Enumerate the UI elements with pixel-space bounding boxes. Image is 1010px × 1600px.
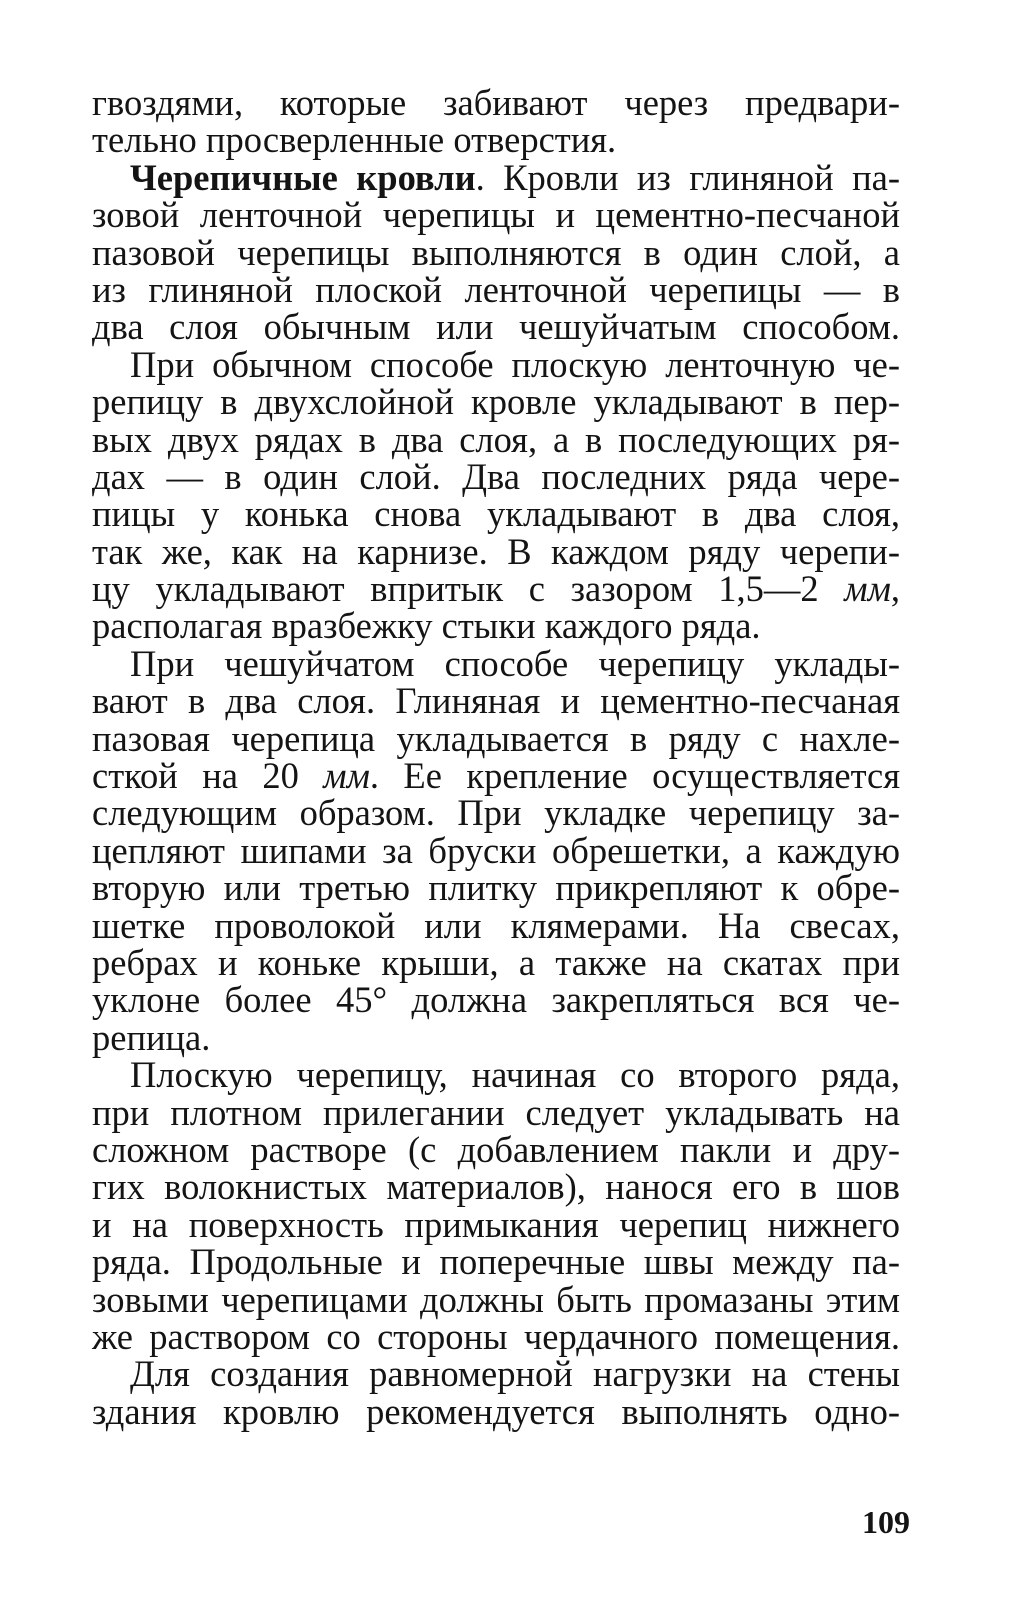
text-line [92,455,900,497]
unit-abbreviation: мм [323,755,370,797]
text-line [92,792,900,834]
text-run: и на поверхность примыкания черепиц нижнего [92,1203,900,1245]
text-run: Для создания равномерной нагрузки на стены [130,1353,900,1395]
text-line [92,1203,900,1245]
text-line [92,343,900,385]
text-line [92,418,900,460]
text-run: так же, как на карнизе. В каждом ряду черепи- [92,530,900,572]
text-line [92,605,900,647]
text-run: здания кровлю рекомендуется выполнять одно- [92,1390,900,1432]
text-line [92,642,900,684]
paragraph [92,156,900,348]
text-run: цу укладывают впритык с зазором 1,5—2 [92,568,845,610]
text-line [92,568,900,610]
text-line [92,1278,900,1320]
text-line [92,680,900,722]
text-run: вых двух рядах в два слоя, а в последующих ря- [92,418,900,460]
text-run: , [890,568,900,610]
text-line [92,530,900,572]
text-line [92,755,900,797]
text-run: следующим образом. При укладке черепицу за- [92,792,900,834]
text-line [92,268,900,310]
text-run: шетке проволокой или клямерами. На свесах, [92,904,900,946]
text-run: ребрах и коньке крыши, а также на скатах при [92,941,900,983]
text-run: дах — в один слой. Два последних ряда чере- [92,455,900,497]
text-line [92,1054,900,1096]
paragraph [92,1056,900,1355]
text-run: уклоне более 45° должна закрепляться вся че- [92,979,900,1021]
text-line [92,1091,900,1133]
page-number: 109 [862,1504,910,1540]
text-line [92,306,900,348]
text-run: гвоздями, которые забивают через предвари- [92,82,900,123]
text-run: вают в два слоя. Глиняная и цементно-песчаная [92,680,900,722]
text-line [92,1128,900,1170]
text-run: Плоскую черепицу, начиная со второго ряда, [130,1054,900,1096]
text-line [92,231,900,273]
text-run: . Кровли из глиняной па- [475,156,900,198]
text-run: . Ее крепление осуществляется [369,755,900,797]
text-line [92,717,900,759]
text-run: же раствором со стороны чердачного помещения. [92,1315,900,1357]
text-line [92,156,900,198]
text-line [92,1016,900,1058]
section-run-in-heading: Черепичные кровли [130,156,476,198]
text-run: сложном растворе (с добавлением пакли и дру- [92,1128,900,1170]
text-run: сткой на 20 [92,755,324,797]
paragraph [92,84,900,159]
text-run: репицу в двухслойной кровле укладывают в пер- [92,381,900,423]
text-line [92,941,900,983]
text-line [92,381,900,423]
text-run: При чешуйчатом способе черепицу уклады- [130,642,900,684]
unit-abbreviation: мм [844,568,891,610]
text-run: тельно просверленные отверстия. [92,119,617,161]
text-line [92,1390,900,1432]
text-line [92,493,900,535]
text-line [92,84,900,121]
text-line [92,1241,900,1283]
text-run: два слоя обычным или чешуйчатым способом. [92,306,900,348]
text-run: цепляют шипами за бруски обрешетки, а каждую [92,829,900,871]
text-run: вторую или третью плитку прикрепляют к обре- [92,867,900,909]
text-line [92,829,900,871]
text-run: пазовая черепица укладывается в ряду с нахле- [92,717,900,759]
text-run: пазовой черепицы выполняются в один слой, а [92,231,900,273]
text-run: При обычном способе плоскую ленточную че- [130,343,900,385]
book-page-text [92,84,900,1430]
text-line [92,119,900,161]
text-line [92,1353,900,1395]
text-line [92,1166,900,1208]
text-run: гих волокнистых материалов), нанося его в шов [92,1166,900,1208]
text-run: из глиняной плоской ленточной черепицы — в [92,268,900,310]
text-run: ряда. Продольные и поперечные швы между па- [92,1241,900,1283]
paragraph [92,642,900,1058]
text-line [92,979,900,1021]
text-line [92,904,900,946]
text-run: пицы у конька снова укладывают в два слоя, [92,493,900,535]
text-run: репица. [92,1016,211,1058]
text-run: располагая вразбежку стыки каждого ряда. [92,605,761,647]
text-run: при плотном прилегании следует укладывать на [92,1091,900,1133]
text-run: зовой ленточной черепицы и цементно-песчаной [92,194,900,236]
paragraph [92,1355,900,1430]
paragraph [92,343,900,647]
text-line [92,1315,900,1357]
text-line [92,194,900,236]
text-line [92,867,900,909]
text-run: зовыми черепицами должны быть промазаны этим [92,1278,900,1320]
